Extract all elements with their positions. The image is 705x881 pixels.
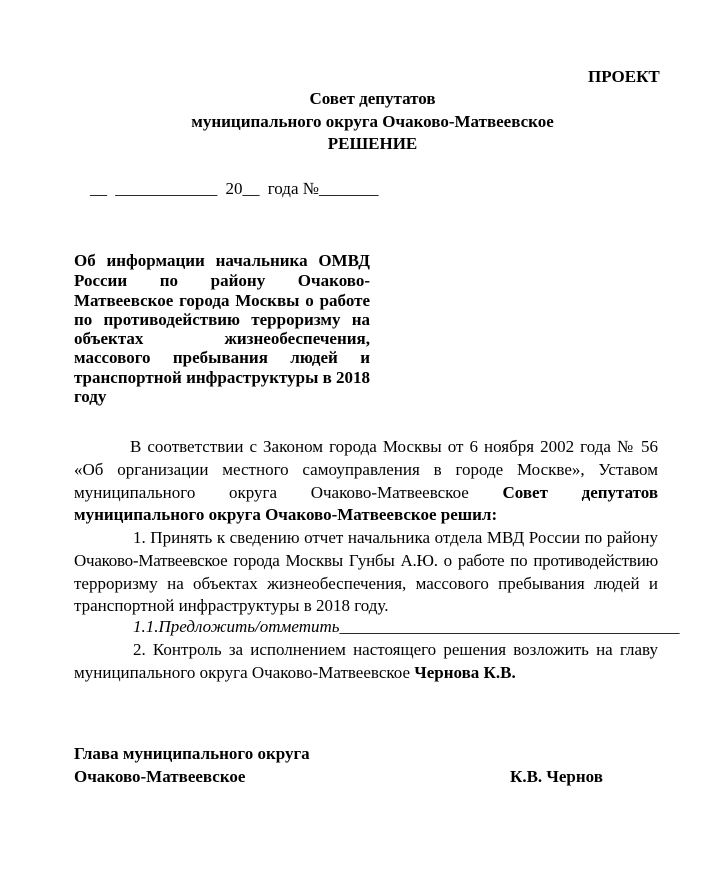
- item1-line-2: Очаково-Матвеевское города Москвы Гунбы А.Ю. о работе по противодействию: [74, 551, 658, 570]
- preamble-line-1: В соответствии с Законом города Москвы от 6 ноября 2002 года № 56: [130, 437, 658, 456]
- subject-line-6: массового пребывания людей и: [74, 348, 370, 367]
- subject-line-2: России по району Очаково-: [74, 271, 370, 290]
- item2-text: муниципального округа Очаково-Матвеевское: [74, 663, 411, 682]
- item1-line-4: транспортной инфраструктуры в 2018 году.: [74, 596, 389, 615]
- item2-line-2: [74, 663, 516, 683]
- signature-title-1: Глава муниципального округа: [74, 744, 310, 763]
- district-title: муниципального округа Очаково-Матвеевское: [191, 112, 554, 131]
- item2-line-1: 2. Контроль за исполнением настоящего решения возложить на главу: [133, 640, 658, 659]
- signature-name: К.В. Чернов: [510, 767, 603, 786]
- item1-1-blank: ________________________________________: [339, 617, 680, 636]
- item1-1-text: 1.1.Предложить/отметить: [133, 617, 340, 636]
- preamble-word-3: Очаково-Матвеевское: [310, 483, 469, 502]
- subject-line-4: по противодействию терроризму на: [74, 310, 370, 329]
- subject-line-3: Матвеевское города Москвы о работе: [74, 291, 370, 310]
- date-line: [90, 179, 378, 199]
- preamble-bold-1: Совет: [502, 483, 548, 502]
- item1-line-3: терроризму на объектах жизнеобеспечения, массового пребывания людей и: [74, 574, 658, 593]
- preamble-bold-2: депутатов: [581, 483, 659, 502]
- preamble-line-3: [74, 483, 658, 503]
- item1-line-1: 1. Принять к сведению отчет начальника отдела МВД России по району: [133, 528, 658, 547]
- preamble-line-2: «Об организации местного самоуправления в городе Москве», Уставом: [74, 460, 658, 479]
- item2-bold-name: Чернова К.В.: [414, 663, 516, 682]
- decision-number: года №_______: [267, 179, 379, 198]
- date-year: 20__: [225, 179, 260, 198]
- item1-1-line: [133, 617, 679, 637]
- decision-title: РЕШЕНИЕ: [327, 134, 418, 153]
- subject-line-8: году: [74, 387, 107, 406]
- subject-line-5: объектах жизнеобеспечения,: [74, 329, 370, 348]
- date-day-blank: __: [90, 179, 107, 198]
- subject-line-1: Об информации начальника ОМВД: [74, 251, 370, 270]
- subject-line-7: транспортной инфраструктуры в 2018: [74, 368, 371, 387]
- preamble-word-2: округа: [228, 483, 278, 502]
- signature-title-2: Очаково-Матвеевское: [74, 767, 246, 786]
- project-label: ПРОЕКТ: [588, 67, 660, 86]
- preamble-line-4: муниципального округа Очаково-Матвеевское решил:: [74, 505, 498, 524]
- preamble-word-1: муниципального: [74, 483, 196, 502]
- council-title: Совет депутатов: [309, 89, 436, 108]
- date-month-blank: ____________: [115, 179, 218, 198]
